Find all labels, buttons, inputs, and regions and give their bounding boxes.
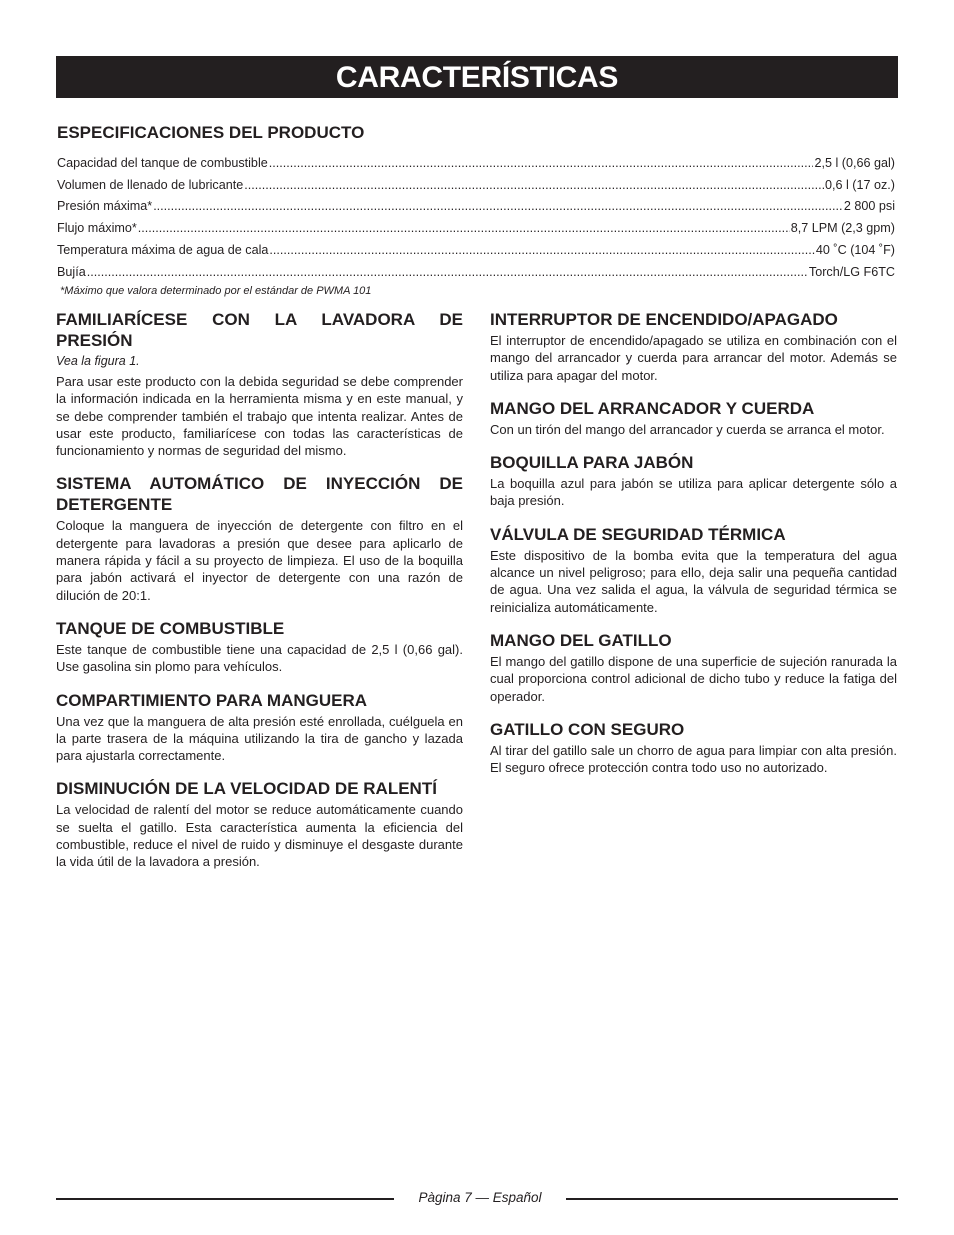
spec-value: 40 ˚C (104 ˚F) [815, 242, 895, 257]
section-title: FAMILIARÍCESE CON LA LAVADORA DE PRESIÓN [56, 310, 463, 350]
dot-leader [153, 198, 843, 214]
spec-row [57, 236, 895, 258]
section-title: TANQUE DE COMBUSTIBLE [56, 618, 285, 638]
section-body: La velocidad de ralentí del motor se reduce automáticamente cuando se suelta el gatillo. Esta característica aumenta la eficiencia del combustible, reduce el nivel de ruido y disminuye el desgaste durante la vida útil de la lavadora a presión. [56, 802, 463, 870]
right-column [490, 309, 897, 790]
section-title: MANGO DEL GATILLO [490, 630, 672, 650]
section-title: INTERRUPTOR DE ENCENDIDO/APAGADO [490, 310, 838, 329]
dot-leader [269, 242, 814, 258]
section-body: Para usar este producto con la debida seguridad se debe comprender la información indicada en la herramienta misma y en este manual, y se debe comprender también el trabajo que intenta realizar. Antes de usar este producto, familiarícese con todas las características de funcionamiento y normas de seguridad del mismo. [56, 374, 463, 459]
section-title: VÁLVULA DE SEGURIDAD TÉRMICA [490, 524, 786, 544]
section-trigger-lock [490, 719, 897, 777]
product-specifications [57, 123, 895, 297]
spec-label: Capacidad del tanque de combustible [57, 155, 268, 170]
title-bar [56, 56, 898, 98]
spec-label: Flujo máximo* [57, 221, 137, 236]
dot-leader [138, 220, 790, 236]
section-title: DISMINUCIÓN DE LA VELOCIDAD DE RALENTÍ [56, 779, 437, 799]
footer-rule-left [56, 1198, 394, 1200]
section-starter-handle [490, 398, 897, 438]
section-body: Con un tirón del mango del arrancador y cuerda se arranca el motor. [490, 421, 885, 437]
spec-footnote: *Máximo que valora determinado por el estándar de PWMA 101 [60, 284, 372, 297]
section-body: Al tirar del gatillo sale un chorro de agua para limpiar con alta presión. El seguro ofrece protección contra todo uso no autorizado. [490, 742, 897, 776]
section-body: El interruptor de encendido/apagado se utiliza en combinación con el mango del arrancador y cuerda para arrancar del motor. Además se utiliza para apagar del motor. [490, 333, 897, 383]
dot-leader [269, 155, 814, 171]
section-thermal-relief-valve [490, 524, 897, 616]
spec-value: 2 800 psi [843, 199, 895, 214]
section-body: Este dispositivo de la bomba evita que la temperatura del agua alcance un nivel peligroso; para ello, deja salir una pequeña cantidad de agua. Una vez salida el agua, la válvula de seguridad térmica se reinicializa automáticamente. [490, 547, 897, 615]
spec-label: Bujía [57, 264, 86, 279]
spec-row [57, 258, 895, 280]
section-body: Coloque la manguera de inyección de detergente con filtro en el detergente para lavadoras a presión que desee para aplicarlo de manera rápida y fácil a su proyecto de limpieza. El uso de la boquilla para jabón activará el inyector de detergente con una razón de dilución de 20:1. [56, 518, 463, 603]
footer-rule-right [566, 1198, 898, 1200]
section-fuel-tank [56, 618, 463, 676]
section-body: La boquilla azul para jabón se utiliza para aplicar detergente sólo a baja presión. [490, 476, 897, 509]
figure-reference: Vea la figura 1. [56, 354, 140, 368]
page-title: CARACTERÍSTICAS [335, 61, 619, 94]
section-body: Una vez que la manguera de alta presión esté enrollada, cuélguela en la parte trasera de la máquina utilizando la tira de gancho y lazada para ajustarla correctamente. [56, 713, 463, 764]
section-on-off-switch [490, 309, 897, 384]
spec-value: 8,7 LPM (2,3 gpm) [790, 221, 895, 236]
spec-row [57, 149, 895, 171]
spec-row [57, 193, 895, 215]
spec-label: Volumen de llenado de lubricante [57, 177, 244, 192]
spec-value: 2,5 l (0,66 gal) [814, 155, 895, 170]
section-hose-storage [56, 690, 463, 765]
page-footer [56, 1189, 898, 1207]
left-column [56, 309, 463, 885]
section-body: Este tanque de combustible tiene una capacidad de 2,5 l (0,66 gal). Use gasolina sin plomo para vehículos. [56, 641, 463, 675]
spec-label: Presión máxima* [57, 199, 153, 214]
section-trigger-handle [490, 630, 897, 705]
spec-label: Temperatura máxima de agua de cala [57, 242, 269, 257]
spec-value: Torch/LG F6TC [808, 264, 895, 279]
section-detergent-injection [56, 473, 463, 603]
section-title: SISTEMA AUTOMÁTICO DE INYECCIÓN DE DETERGENTE [56, 474, 463, 515]
dot-leader [244, 177, 824, 193]
specifications-heading: ESPECIFICACIONES DEL PRODUCTO [57, 123, 365, 142]
section-title: BOQUILLA PARA JABÓN [490, 453, 694, 473]
section-familiarize [56, 309, 463, 459]
section-body: El mango del gatillo dispone de una superficie de sujeción ranurada la cual proporciona control adicional de dicho tubo y reduce la fatiga del operador. [490, 653, 897, 704]
spec-value: 0,6 l (17 oz.) [825, 177, 895, 192]
spec-row [57, 171, 895, 193]
page-number: Pàgina 7 — Español [418, 1190, 542, 1205]
dot-leader [87, 264, 808, 280]
section-title: COMPARTIMIENTO PARA MANGUERA [56, 690, 368, 710]
section-soap-nozzle [490, 452, 897, 510]
section-idle-down [56, 778, 463, 870]
section-title: MANGO DEL ARRANCADOR Y CUERDA [490, 398, 815, 418]
section-title: GATILLO CON SEGURO [490, 719, 685, 739]
spec-row [57, 214, 895, 236]
